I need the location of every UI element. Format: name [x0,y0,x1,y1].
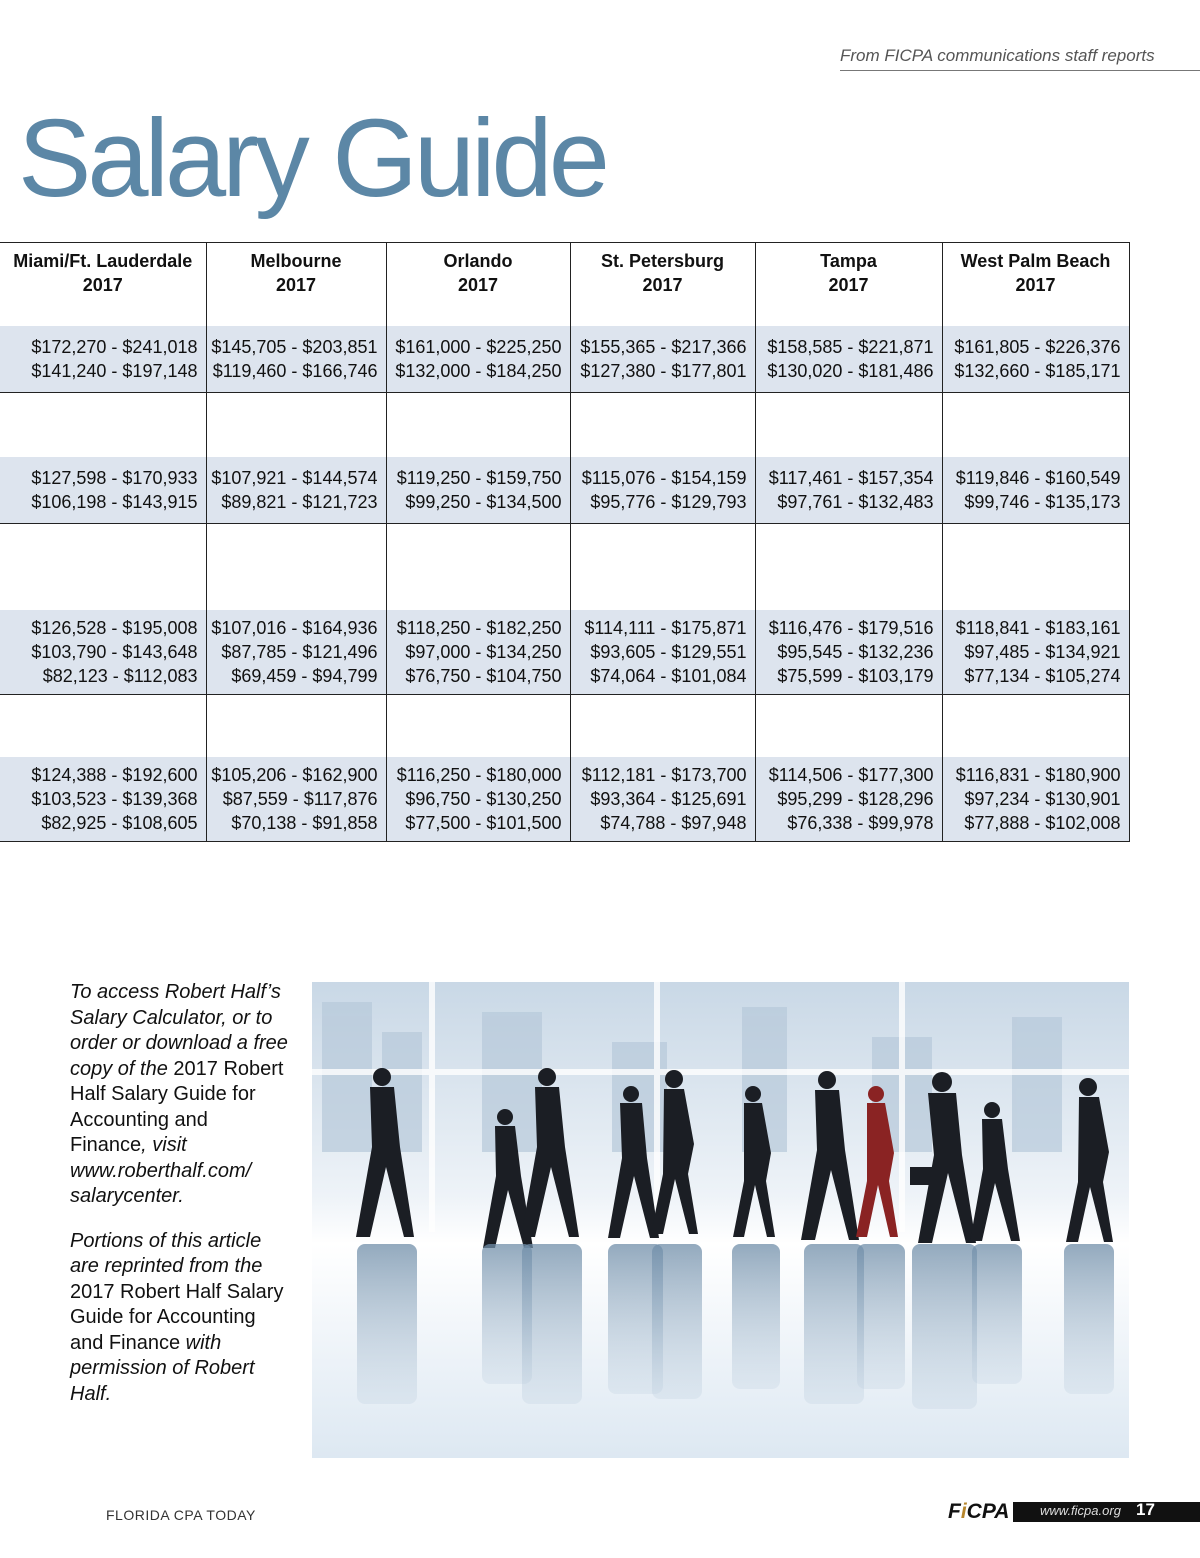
page-title: Salary Guide [18,97,606,220]
table-cell: $158,585 - $221,871 $130,020 - $181,486 [755,326,942,393]
table-spacer-row [0,393,1129,458]
table-cell: $127,598 - $170,933 $106,198 - $143,915 [0,457,206,524]
column-header: Miami/Ft. Lauderdale 2017 [0,243,206,327]
ficpa-logo: FiCPA [948,1500,1010,1523]
column-header: Orlando 2017 [386,243,570,327]
note-paragraph-access: To access Robert Half’s Salary Calculator, or to order or download a free copy of the 2017 Robert Half Salary Guide for Accounting and Finance, visit www.roberthalf.com/ salarycenter. [70,981,288,1207]
table-cell: $119,846 - $160,549 $99,746 - $135,173 [942,457,1129,524]
table-cell: $114,506 - $177,300 $95,299 - $128,296 $76,338 - $99,978 [755,757,942,842]
table-cell: $119,250 - $159,750 $99,250 - $134,500 [386,457,570,524]
column-header: West Palm Beach 2017 [942,243,1129,327]
table-cell: $107,016 - $164,936 $87,785 - $121,496 $69,459 - $94,799 [206,610,386,695]
table-cell: $118,250 - $182,250 $97,000 - $134,250 $76,750 - $104,750 [386,610,570,695]
note-paragraph-permission: Portions of this article are reprinted from the 2017 Robert Half Salary Guide for Accounting and Finance with permission of Robert Half. [70,1229,284,1405]
table-row [0,610,1129,695]
table-cell: $155,365 - $217,366 $127,380 - $177,801 [570,326,755,393]
column-header: Melbourne 2017 [206,243,386,327]
table-cell: $116,250 - $180,000 $96,750 - $130,250 $77,500 - $101,500 [386,757,570,842]
table-row [0,757,1129,842]
table-spacer-row [0,695,1129,758]
table-cell: $118,841 - $183,161 $97,485 - $134,921 $77,134 - $105,274 [942,610,1129,695]
table-row [0,326,1129,393]
table-cell: $126,528 - $195,008 $103,790 - $143,648 $82,123 - $112,083 [0,610,206,695]
table-cell: $124,388 - $192,600 $103,523 - $139,368 $82,925 - $108,605 [0,757,206,842]
table-row [0,457,1129,524]
business-people-walking-photo [312,982,1129,1458]
column-header: St. Petersburg 2017 [570,243,755,327]
footer-url: www.ficpa.org [1040,1503,1121,1518]
table-spacer-row [0,524,1129,611]
table-cell: $117,461 - $157,354 $97,761 - $132,483 [755,457,942,524]
sidebar-note [70,980,290,1426]
table-header-row [0,243,1129,327]
source-divider [840,70,1200,71]
table-cell: $161,805 - $226,376 $132,660 - $185,171 [942,326,1129,393]
table-cell: $114,111 - $175,871 $93,605 - $129,551 $74,064 - $101,084 [570,610,755,695]
table-cell: $172,270 - $241,018 $141,240 - $197,148 [0,326,206,393]
table-cell: $105,206 - $162,900 $87,559 - $117,876 $70,138 - $91,858 [206,757,386,842]
salary-table [0,242,1130,842]
table-cell: $145,705 - $203,851 $119,460 - $166,746 [206,326,386,393]
page-number: 17 [1136,1500,1155,1519]
table-cell: $161,000 - $225,250 $132,000 - $184,250 [386,326,570,393]
table-cell: $107,921 - $144,574 $89,821 - $121,723 [206,457,386,524]
magazine-name: FLORIDA CPA TODAY [106,1507,256,1523]
column-header: Tampa 2017 [755,243,942,327]
source-credit: From FICPA communications staff reports [840,46,1155,65]
table-cell: $116,476 - $179,516 $95,545 - $132,236 $75,599 - $103,179 [755,610,942,695]
table-cell: $115,076 - $154,159 $95,776 - $129,793 [570,457,755,524]
table-cell: $116,831 - $180,900 $97,234 - $130,901 $77,888 - $102,008 [942,757,1129,842]
table-cell: $112,181 - $173,700 $93,364 - $125,691 $74,788 - $97,948 [570,757,755,842]
